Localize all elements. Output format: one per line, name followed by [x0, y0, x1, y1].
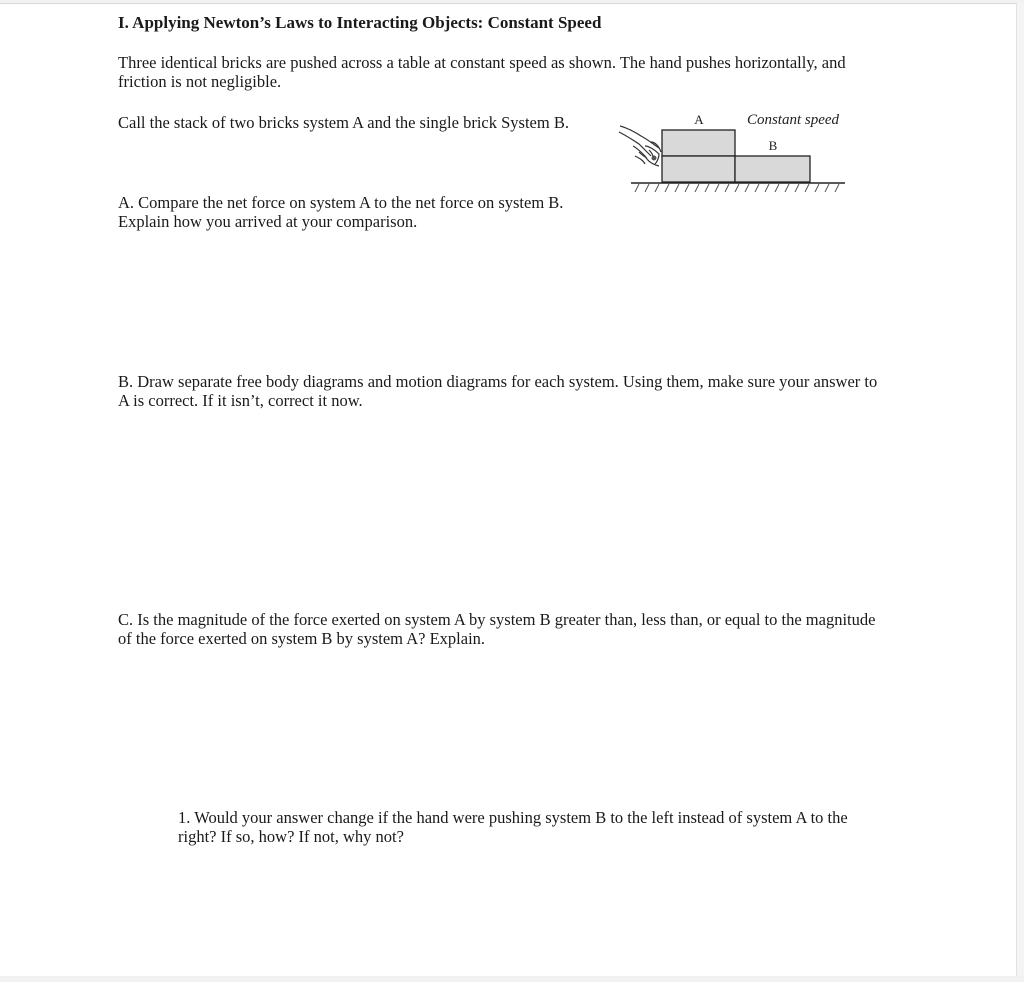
question-1: 1. Would your answer change if the hand were pushing system B to the left instead of system A to the right? If so, how? If not, why not?	[178, 808, 848, 846]
brick-b	[735, 156, 810, 182]
systems-definition: Call the stack of two bricks system A and the single brick System B.	[118, 113, 569, 132]
label-b: B	[768, 138, 778, 153]
vertical-scrollbar[interactable]	[1017, 3, 1024, 975]
intro-paragraph: Three identical bricks are pushed across a table at constant speed as shown. The hand pushes horizontally, and friction is not negligible.	[118, 53, 846, 91]
brick-stack-a	[662, 130, 735, 182]
section-title: I. Applying Newton’s Laws to Interacting Objects: Constant Speed	[118, 13, 602, 32]
hand-illustration	[619, 126, 661, 166]
bricks-diagram	[615, 106, 855, 202]
question-b: B. Draw separate free body diagrams and motion diagrams for each system. Using them, make sure your answer to A is correct. If it isn’t, correct it now.	[118, 372, 878, 410]
document-page	[0, 3, 1017, 976]
label-a: A	[694, 112, 704, 127]
constant-speed-label: Constant speed	[746, 112, 840, 128]
question-c: C. Is the magnitude of the force exerted on system A by system B greater than, less than, or equal to the magnitude of the force exerted on system B by system A? Explain.	[118, 610, 876, 648]
table-hatching	[635, 184, 839, 192]
question-a: A. Compare the net force on system A to the net force on system B. Explain how you arrived at your comparison.	[118, 193, 564, 231]
